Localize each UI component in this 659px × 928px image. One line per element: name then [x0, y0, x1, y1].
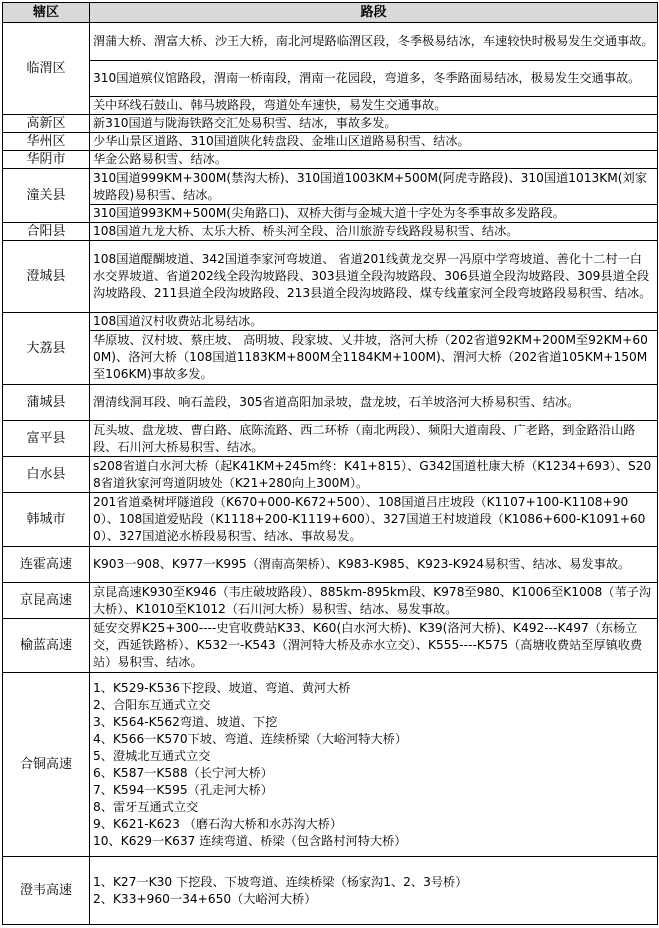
list-item: 9、K621-K623 （磨石沟大桥和水苏沟大桥） [93, 816, 343, 831]
table-row [3, 857, 658, 925]
list-item: 8、雷牙互通式立交 [93, 799, 199, 814]
road-segment-cell: 310国道993KM+500M(尖角路口)、双桥大街与金城大道十字处为冬季事故多发路段。 [90, 205, 658, 223]
district-cell: 澄韦高速 [3, 857, 90, 925]
table-row [3, 151, 658, 169]
road-segment-cell: 108国道醍醐坡道、342国道李家河弯坡道、 省道201线黄龙交界一冯原中学弯坡道、善化十二村一白水交界坡道、省道202线全段沟坡路段、303县道全段沟坡路段、306县道全段沟坡路段、309县道全段沟坡路段、211县道全段沟坡路段、213县道全段沟坡路段、煤专线董家河全段弯坡路段易积雪、结冰。 [90, 241, 658, 313]
table-row [3, 385, 658, 421]
list-item: 2、合阳东互通式立交 [93, 697, 211, 712]
table-row [3, 583, 658, 619]
table-row [3, 133, 658, 151]
list-item: 3、K564-K562弯道、坡道、下挖 [93, 714, 278, 729]
district-cell: 高新区 [3, 115, 90, 133]
table-row [3, 547, 658, 583]
table-row [3, 241, 658, 313]
table-row [3, 313, 658, 331]
list-item: 10、K629一K637 连续弯道、桥梁（包含路村河特大桥） [93, 833, 407, 848]
table-row [3, 97, 658, 115]
road-segment-cell: 延安交界K25+300----史官收费站K33、K60(白水河大桥)、K39(洛河大桥)、K492---K497（东杨立交，西延铁路桥）、K532一-K543（渭河特大桥及赤水立交）、K555----K575（高塘收费站至厚镇收费站）易积雪、结冰。 [90, 619, 658, 673]
list-item: 2、K33+960一34+650（大峪河大桥） [93, 891, 317, 906]
table-row [3, 331, 658, 385]
road-segment-cell: 310国道999KM+300M(禁沟大桥)、310国道1003KM+500M(阿虎寺路段)、310国道1013KM(刘家坡路段)易积雪、结冰。 [90, 169, 658, 205]
table-row [3, 493, 658, 547]
road-segment-cell: 瓦头坡、盘龙坡、曹白路、底陈流路、西二环桥（南北两段）、频阳大道南段、广老路，到金路沿山路段、石川河大桥易积雪、结冰。 [90, 421, 658, 457]
road-list-cell [90, 857, 658, 925]
district-cell: 富平县 [3, 421, 90, 457]
district-cell: 合铜高速 [3, 673, 90, 857]
list-item: 1、K529-K536下挖段、坡道、弯道、黄河大桥 [93, 680, 351, 695]
road-segment-cell: 少华山景区道路、310国道陕化转盘段、金堆山区道路易积雪、结冰。 [90, 133, 658, 151]
list-item: 7、K594一K595（孔走河大桥） [93, 782, 273, 797]
header-row [3, 3, 658, 23]
table-row [3, 23, 658, 61]
table-row [3, 205, 658, 223]
road-segment-cell: 关中环线石鼓山、韩马坡路段，弯道处车速快，易发生交通事故。 [90, 97, 658, 115]
district-cell: 榆蓝高速 [3, 619, 90, 673]
road-segment-cell: 310国道殡仪馆路段，渭南一桥南段，渭南一花园段，弯道多，冬季路面易结冰，极易发生交通事故。 [90, 61, 658, 97]
header-road: 路段 [90, 3, 658, 23]
hazard-road-table [2, 2, 658, 925]
road-segment-cell: 108国道九龙大桥、太乐大桥、桥头河全段、洽川旅游专线路段易积雪、结冰。 [90, 223, 658, 241]
road-segment-cell: 华金公路易积雪、结冰。 [90, 151, 658, 169]
district-cell: 白水县 [3, 457, 90, 493]
road-segment-cell: 华原坡、汉村坡、蔡庄坡、 高明坡、段家坡、乂井坡，洛河大桥（202省道92KM+200M至92KM+600M)、洛河大桥（108国道1183KM+800M全1184KM+100M)、渭河大桥（202省道105KM+150M至106KM)事故多发。 [90, 331, 658, 385]
table-row [3, 61, 658, 97]
road-segment-cell: 201省道桑树坪隧道段（K670+000-K672+500）、108国道吕庄坡段（K1107+100-K1108+900）、108国道爱贴段（K1118+200-K1119+600）、327国道王村坡道段（K1086+600-K1091+600）、327国道泌水桥段易积雪、结冰、事故易发。 [90, 493, 658, 547]
district-cell: 韩城市 [3, 493, 90, 547]
road-segment-cell: 渭清线洞耳段、响石盖段，305省道高阳加录坡，盘龙坡，石羊坡洛河大桥易积雪、结冰。 [90, 385, 658, 421]
table-row [3, 115, 658, 133]
road-segment-cell: s208省道白水河大桥（起K41KM+245m终：K41+815）、G342国道杜康大桥（K1234+693）、S208省道狄家河弯道阴坡处（K21+280向上300M）。 [90, 457, 658, 493]
district-cell: 连霍高速 [3, 547, 90, 583]
road-segment-cell: 新310国道与陇海铁路交汇处易积雪、结冰，事故多发。 [90, 115, 658, 133]
list-item: 1、K27一K30 下挖段、下坡弯道、连续桥梁（杨家沟1、2、3号桥） [93, 874, 468, 889]
table-row [3, 169, 658, 205]
district-cell: 蒲城县 [3, 385, 90, 421]
district-cell: 华阴市 [3, 151, 90, 169]
table-row [3, 619, 658, 673]
table-row [3, 421, 658, 457]
district-cell: 大荔县 [3, 313, 90, 385]
header-district: 辖区 [3, 3, 90, 23]
district-cell: 澄城县 [3, 241, 90, 313]
road-segment-cell: 京昆高速K930至K946（韦庄破坡路段）、885km-895km段、K978至980、K1006至K1008（苇子沟大桥）、K1010至K1012（石川河大桥）易积雪、结冰、易发事故。 [90, 583, 658, 619]
table-row [3, 457, 658, 493]
table-row [3, 223, 658, 241]
table-row [3, 673, 658, 857]
district-cell: 华州区 [3, 133, 90, 151]
road-segment-cell: 108国道汉村收费站北易结冰。 [90, 313, 658, 331]
district-cell: 合阳县 [3, 223, 90, 241]
district-cell: 京昆高速 [3, 583, 90, 619]
road-list-cell [90, 673, 658, 857]
road-segment-cell: K903一908、K977一K995（渭南高架桥）、K983-K985、K923-K924易积雪、结冰、易发事故。 [90, 547, 658, 583]
list-item: 6、K587一K588（长宁河大桥） [93, 765, 273, 780]
district-cell: 潼关县 [3, 169, 90, 223]
district-cell: 临渭区 [3, 23, 90, 115]
list-item: 4、K566一K570下坡、弯道、连续桥梁（大峪河特大桥） [93, 731, 408, 746]
list-item: 5、澄城北互通式立交 [93, 748, 211, 763]
road-segment-cell: 渭蒲大桥、渭富大桥、沙王大桥，南北河堤路临渭区段，冬季极易结冰，车速较快时极易发生交通事故。 [90, 23, 658, 61]
